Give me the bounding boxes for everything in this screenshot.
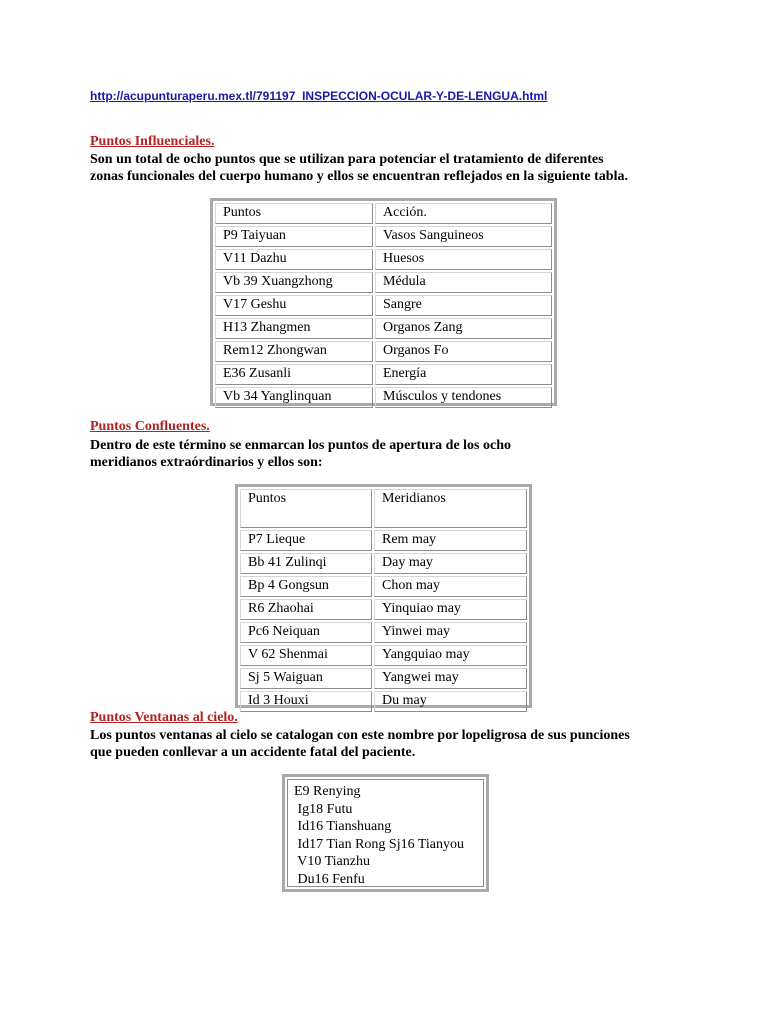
table-row (240, 599, 527, 620)
table-row (215, 387, 552, 408)
cell-accion: Músculos y tendones (375, 387, 552, 408)
table-row (215, 249, 552, 270)
table-row (240, 691, 527, 712)
cell-accion: Organos Fo (375, 341, 552, 362)
paragraph-line: meridianos extraórdinarios y ellos son: (90, 455, 323, 470)
cell-meridiano: Du may (374, 691, 527, 712)
paragraph-line: zonas funcionales del cuerpo humano y ellos se encuentran reflejados en la siguiente tabla. (90, 169, 628, 184)
table-row (240, 645, 527, 666)
ventana-point: V10 Tianzhu (294, 854, 370, 869)
cell-meridiano: Yinquiao may (374, 599, 527, 620)
paragraph-confluentes (90, 437, 690, 471)
paragraph-line: Son un total de ocho puntos que se utilizan para potenciar el tratamiento de diferentes (90, 152, 604, 167)
paragraph-line: que pueden conllevar a un accidente fatal del paciente. (90, 745, 416, 760)
table-row (215, 341, 552, 362)
cell-punto: P7 Lieque (240, 530, 372, 551)
table-header-row (240, 489, 527, 528)
paragraph-line: Dentro de este término se enmarcan los puntos de apertura de los ocho (90, 438, 512, 453)
cell-punto: R6 Zhaohai (240, 599, 372, 620)
cell-punto: Bp 4 Gongsun (240, 576, 372, 597)
cell-punto: Vb 34 Yanglinquan (215, 387, 373, 408)
heading-puntos-influenciales: Puntos Influenciales. (90, 134, 215, 149)
cell-accion: Energía (375, 364, 552, 385)
table-header-row (215, 203, 552, 224)
table-row (215, 318, 552, 339)
table-row (215, 226, 552, 247)
cell-accion: Sangre (375, 295, 552, 316)
heading-puntos-ventanas: Puntos Ventanas al cielo. (90, 710, 238, 725)
cell-meridiano: Chon may (374, 576, 527, 597)
header-cell: Acción. (375, 203, 552, 224)
cell-punto: Bb 41 Zulinqi (240, 553, 372, 574)
cell-meridiano: Rem may (374, 530, 527, 551)
ventana-point: Id17 Tian Rong Sj16 Tianyou (294, 836, 464, 852)
cell-accion: Vasos Sanguineos (375, 226, 552, 247)
paragraph-influenciales (90, 151, 690, 185)
table-row (240, 622, 527, 643)
paragraph-ventanas (90, 727, 690, 761)
ventana-point: Ig18 Futu (294, 801, 353, 817)
cell-punto: Vb 39 Xuangzhong (215, 272, 373, 293)
table-confluentes (235, 484, 532, 708)
cell-punto: E36 Zusanli (215, 364, 373, 385)
heading-puntos-confluentes: Puntos Confluentes. (90, 419, 210, 434)
cell-meridiano: Yangquiao may (374, 645, 527, 666)
cell-punto: Id 3 Houxi (240, 691, 372, 712)
cell-punto: V11 Dazhu (215, 249, 373, 270)
header-cell: Puntos (240, 489, 372, 528)
cell-accion: Organos Zang (375, 318, 552, 339)
cell-meridiano: Yinwei may (374, 622, 527, 643)
header-cell: Meridianos (374, 489, 527, 528)
header-cell: Puntos (215, 203, 373, 224)
ventana-point: Du16 Fenfu (294, 871, 365, 887)
ventana-point: E9 Renying (294, 784, 361, 799)
source-link[interactable]: http://acupunturaperu.mex.tl/791197_INSPECCION-OCULAR-Y-DE-LENGUA.html (90, 89, 548, 103)
ventana-point: Id16 Tianshuang (294, 819, 392, 834)
table-influenciales (210, 198, 557, 406)
cell-punto: Pc6 Neiquan (240, 622, 372, 643)
table-row (240, 668, 527, 689)
cell-meridiano: Yangwei may (374, 668, 527, 689)
cell-accion: Huesos (375, 249, 552, 270)
table-row (240, 576, 527, 597)
cell-accion: Médula (375, 272, 552, 293)
ventanas-points-box (282, 774, 489, 892)
cell-punto: V 62 Shenmai (240, 645, 372, 666)
table-row (215, 272, 552, 293)
cell-punto: H13 Zhangmen (215, 318, 373, 339)
cell-punto: Sj 5 Waiguan (240, 668, 372, 689)
cell-punto: V17 Geshu (215, 295, 373, 316)
cell-punto: P9 Taiyuan (215, 226, 373, 247)
table-row (215, 295, 552, 316)
cell-punto: Rem12 Zhongwan (215, 341, 373, 362)
table-row (215, 364, 552, 385)
cell-meridiano: Day may (374, 553, 527, 574)
table-row (240, 553, 527, 574)
table-row (240, 530, 527, 551)
paragraph-line: Los puntos ventanas al cielo se catalogan con este nombre por lopeligrosa de sus punciones (90, 728, 630, 743)
